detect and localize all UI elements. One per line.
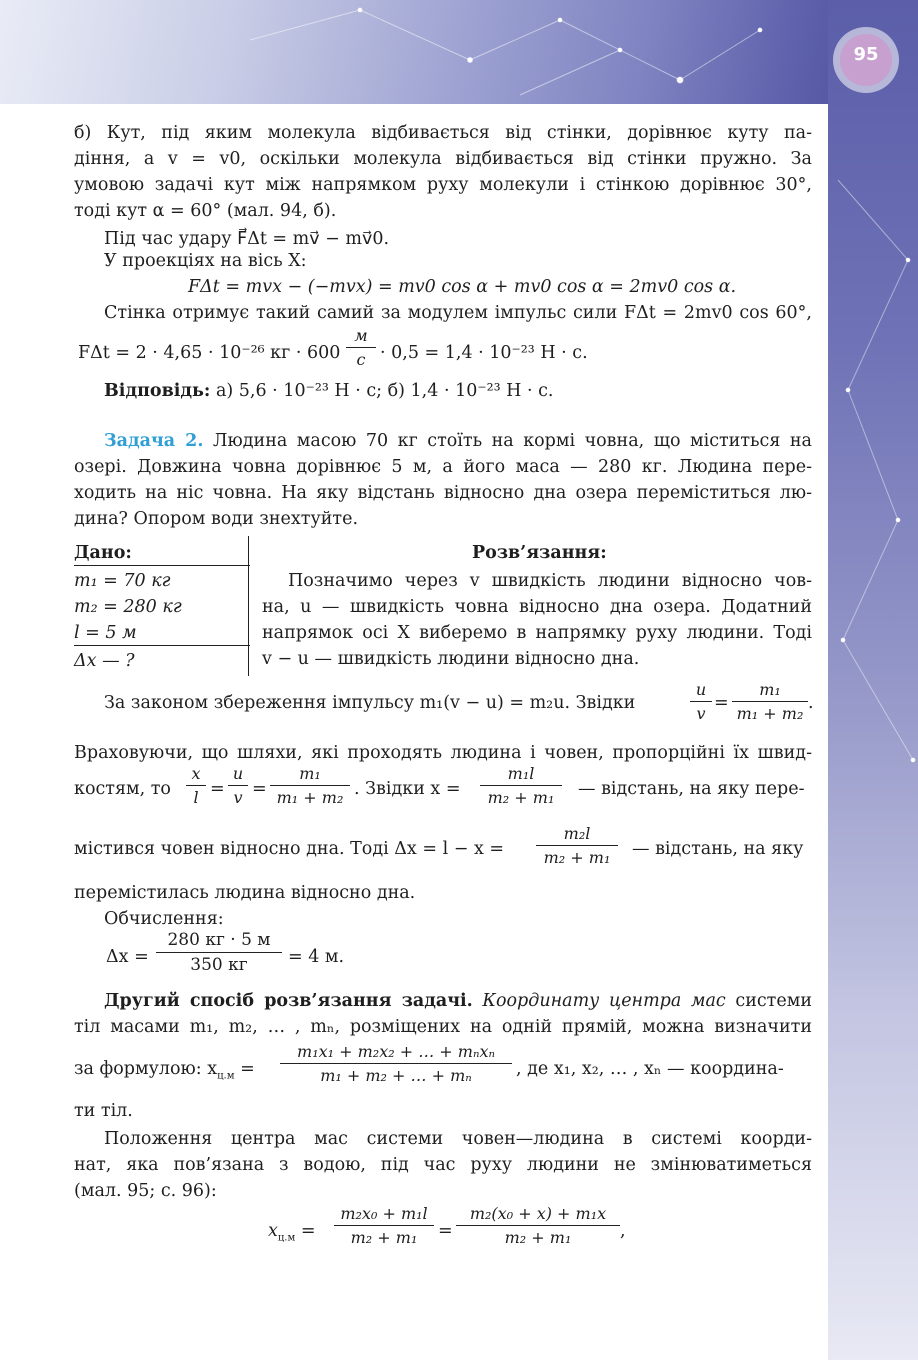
fraction-center-mass: [280, 1042, 512, 1085]
given-find: Δx — ?: [74, 651, 135, 671]
given-item: m₂ = 280 кг: [74, 597, 182, 617]
given-divider: [74, 565, 250, 566]
bodies-line: ти тіл.: [74, 1101, 133, 1121]
person-line: перемістилась людина відносно дна.: [74, 883, 416, 903]
given-title: Дано:: [74, 543, 132, 563]
projection-formula: FΔt = mvx − (−mvx) = mv0 cos α + mv0 cos α = 2mv0 cos α.: [188, 277, 737, 297]
impact-line: Під час удару F⃗Δt = mv⃗ − mv⃗0.: [104, 229, 390, 249]
given-item: m₁ = 70 кг: [74, 571, 171, 591]
frac-den: l: [193, 788, 199, 807]
frac-num: m₁x₁ + m₂x₂ + … + mₙxₙ: [280, 1042, 512, 1064]
solution-line: v − u — швидкість людини відносно дна.: [262, 649, 640, 669]
answer-text: а) 5,6 · 10⁻²³ Н · с; б) 1,4 · 10⁻²³ Н · с.: [210, 381, 554, 401]
frac-num: m₁: [732, 680, 808, 702]
frac-den: m₂ + m₁: [504, 1228, 572, 1247]
frac-den: v: [233, 788, 243, 807]
second-method-italic: Координату центра мас: [472, 991, 726, 1011]
frac-num: m₂(x₀ + x) + m₁x: [456, 1204, 620, 1226]
frac-num: 280 кг · 5 м: [156, 930, 282, 953]
side-decoration: [828, 0, 918, 1360]
formula-prefix: за формулою: x: [74, 1059, 218, 1079]
unit-fraction: [346, 326, 376, 369]
fraction-x-formula: [480, 764, 562, 807]
calc-formula-left: FΔt = 2 · 4,65 · 10⁻²⁶ кг · 600: [78, 343, 341, 363]
fraction-m1-sum: [270, 764, 350, 807]
task2-line: озері. Довжина човна дорівнює 5 м, а його маса — 280 кг. Людина пере-: [74, 457, 812, 477]
solution-line: Позначимо через v швидкість людини відносно чов-: [288, 571, 812, 591]
table-vertical-divider: [248, 536, 249, 676]
task2-text: Людина масою 70 кг стоїть на кормі човна, що міститься на: [203, 431, 812, 451]
final-lhs: x: [268, 1221, 278, 1241]
task2-label: Задача 2.: [104, 431, 204, 451]
frac-num: m₂x₀ + m₁l: [334, 1204, 434, 1226]
fraction-u-v: [228, 764, 248, 807]
frac-num: u: [228, 764, 248, 786]
fraction-dx-calc: [156, 930, 282, 975]
given-item: l = 5 м: [74, 623, 137, 643]
calc-title: Обчислення:: [104, 909, 224, 929]
wall-line: Стінка отримує такий самий за модулем імпульс сили FΔt = 2mv0 cos 60°,: [104, 303, 812, 323]
calc-formula-right: · 0,5 = 1,4 · 10⁻²³ Н · с.: [380, 343, 588, 363]
frac-den: 350 кг: [190, 955, 248, 975]
para-b-line: б) Кут, під яким молекула відбивається від стінки, дорівнює куту па-: [74, 123, 812, 143]
solution-title: Розв’язання:: [472, 543, 607, 563]
second-method-title: Другий спосіб розв’язання задачі.: [104, 991, 473, 1011]
frac-den: m₂ + m₁: [487, 788, 555, 807]
second-method-line: тіл масами m₁, m₂, … , mₙ, розміщених на одній прямій, можна визначити: [74, 1017, 812, 1037]
solution-line: напрямок осі X виберемо в напрямку руху людини. Тоді: [262, 623, 812, 643]
fraction-x-l: [186, 764, 206, 807]
para-b-line: умовою задачі кут між напрямком руху молекули і стінкою дорівнює 30°,: [74, 175, 812, 195]
answer-label: Відповідь:: [104, 381, 211, 401]
formula-sub: ц.м: [217, 1070, 235, 1082]
unit-num: м: [346, 326, 376, 348]
fraction-m1-sum: [732, 680, 808, 723]
solution-line: на, u — швидкість човна відносно дна озера. Додатний: [262, 597, 812, 617]
task2-line: дина? Опором води знехтуйте.: [74, 509, 359, 529]
position-line: Положення центра мас системи човен—людина в системі коорди-: [104, 1129, 812, 1149]
fraction-dx-formula: [536, 824, 618, 867]
second-method-rest: системи: [725, 991, 812, 1011]
frac-den: m₂ + m₁: [350, 1228, 418, 1247]
task2-line: ходить на ніс човна. На яку відстань відносно дна озера переміститься лю-: [74, 483, 812, 503]
momentum-text: За законом збереження імпульсу m₁(v − u) = m₂u. Звідки: [104, 693, 636, 713]
position-line: нат, яка пов’язана з водою, під час руху людини не змінюватиметься: [74, 1155, 812, 1175]
unit-den: с: [356, 350, 366, 369]
frac-num: u: [690, 680, 712, 702]
speeds-suffix: — відстань, на яку пере-: [578, 779, 805, 799]
given-divider: [74, 645, 250, 646]
frac-den: v: [696, 704, 706, 723]
frac-den: m₂ + m₁: [543, 848, 611, 867]
para-b-line: тоді кут α = 60° (мал. 94, б).: [74, 201, 337, 221]
frac-den: m₁ + m₂: [276, 788, 344, 807]
frac-num: x: [186, 764, 206, 786]
position-line: (мал. 95; с. 96):: [74, 1181, 217, 1201]
header-decoration: [0, 0, 918, 104]
frac-num: m₁: [270, 764, 350, 786]
dx-result: = 4 м.: [288, 947, 345, 967]
frac-num: m₂l: [536, 824, 618, 846]
fraction-final-2: [456, 1204, 620, 1247]
final-lhs-sub: ц.м: [277, 1232, 296, 1244]
constellation-decoration: [0, 0, 918, 104]
para-b-line: діння, а v = v0, оскільки молекула відбивається від стінки пружно. За: [74, 149, 812, 169]
frac-den: m₁ + m₂ + … + mₙ: [320, 1066, 472, 1085]
dx-label: Δx =: [106, 947, 149, 967]
page-number: 95: [853, 44, 879, 65]
boat-prefix: містився човен відносно дна. Тоді Δx = l − x =: [74, 839, 505, 859]
speeds-mid: . Звідки x =: [354, 779, 461, 799]
frac-den: m₁ + m₂: [736, 704, 804, 723]
frac-num: m₁l: [480, 764, 562, 786]
boat-suffix: — відстань, на яку: [632, 839, 804, 859]
paths-line: Враховуючи, що шляхи, які проходять людина і човен, пропорційні їх швид-: [74, 743, 812, 763]
fraction-u-v: [690, 680, 712, 723]
fraction-final-1: [334, 1204, 434, 1247]
projection-line: У проекціях на вісь X:: [104, 251, 307, 271]
speeds-prefix: костям, то: [74, 779, 171, 799]
side-constellation-decoration: [828, 0, 918, 1360]
formula-suffix: , де x₁, x₂, … , xₙ — координа-: [516, 1059, 784, 1079]
